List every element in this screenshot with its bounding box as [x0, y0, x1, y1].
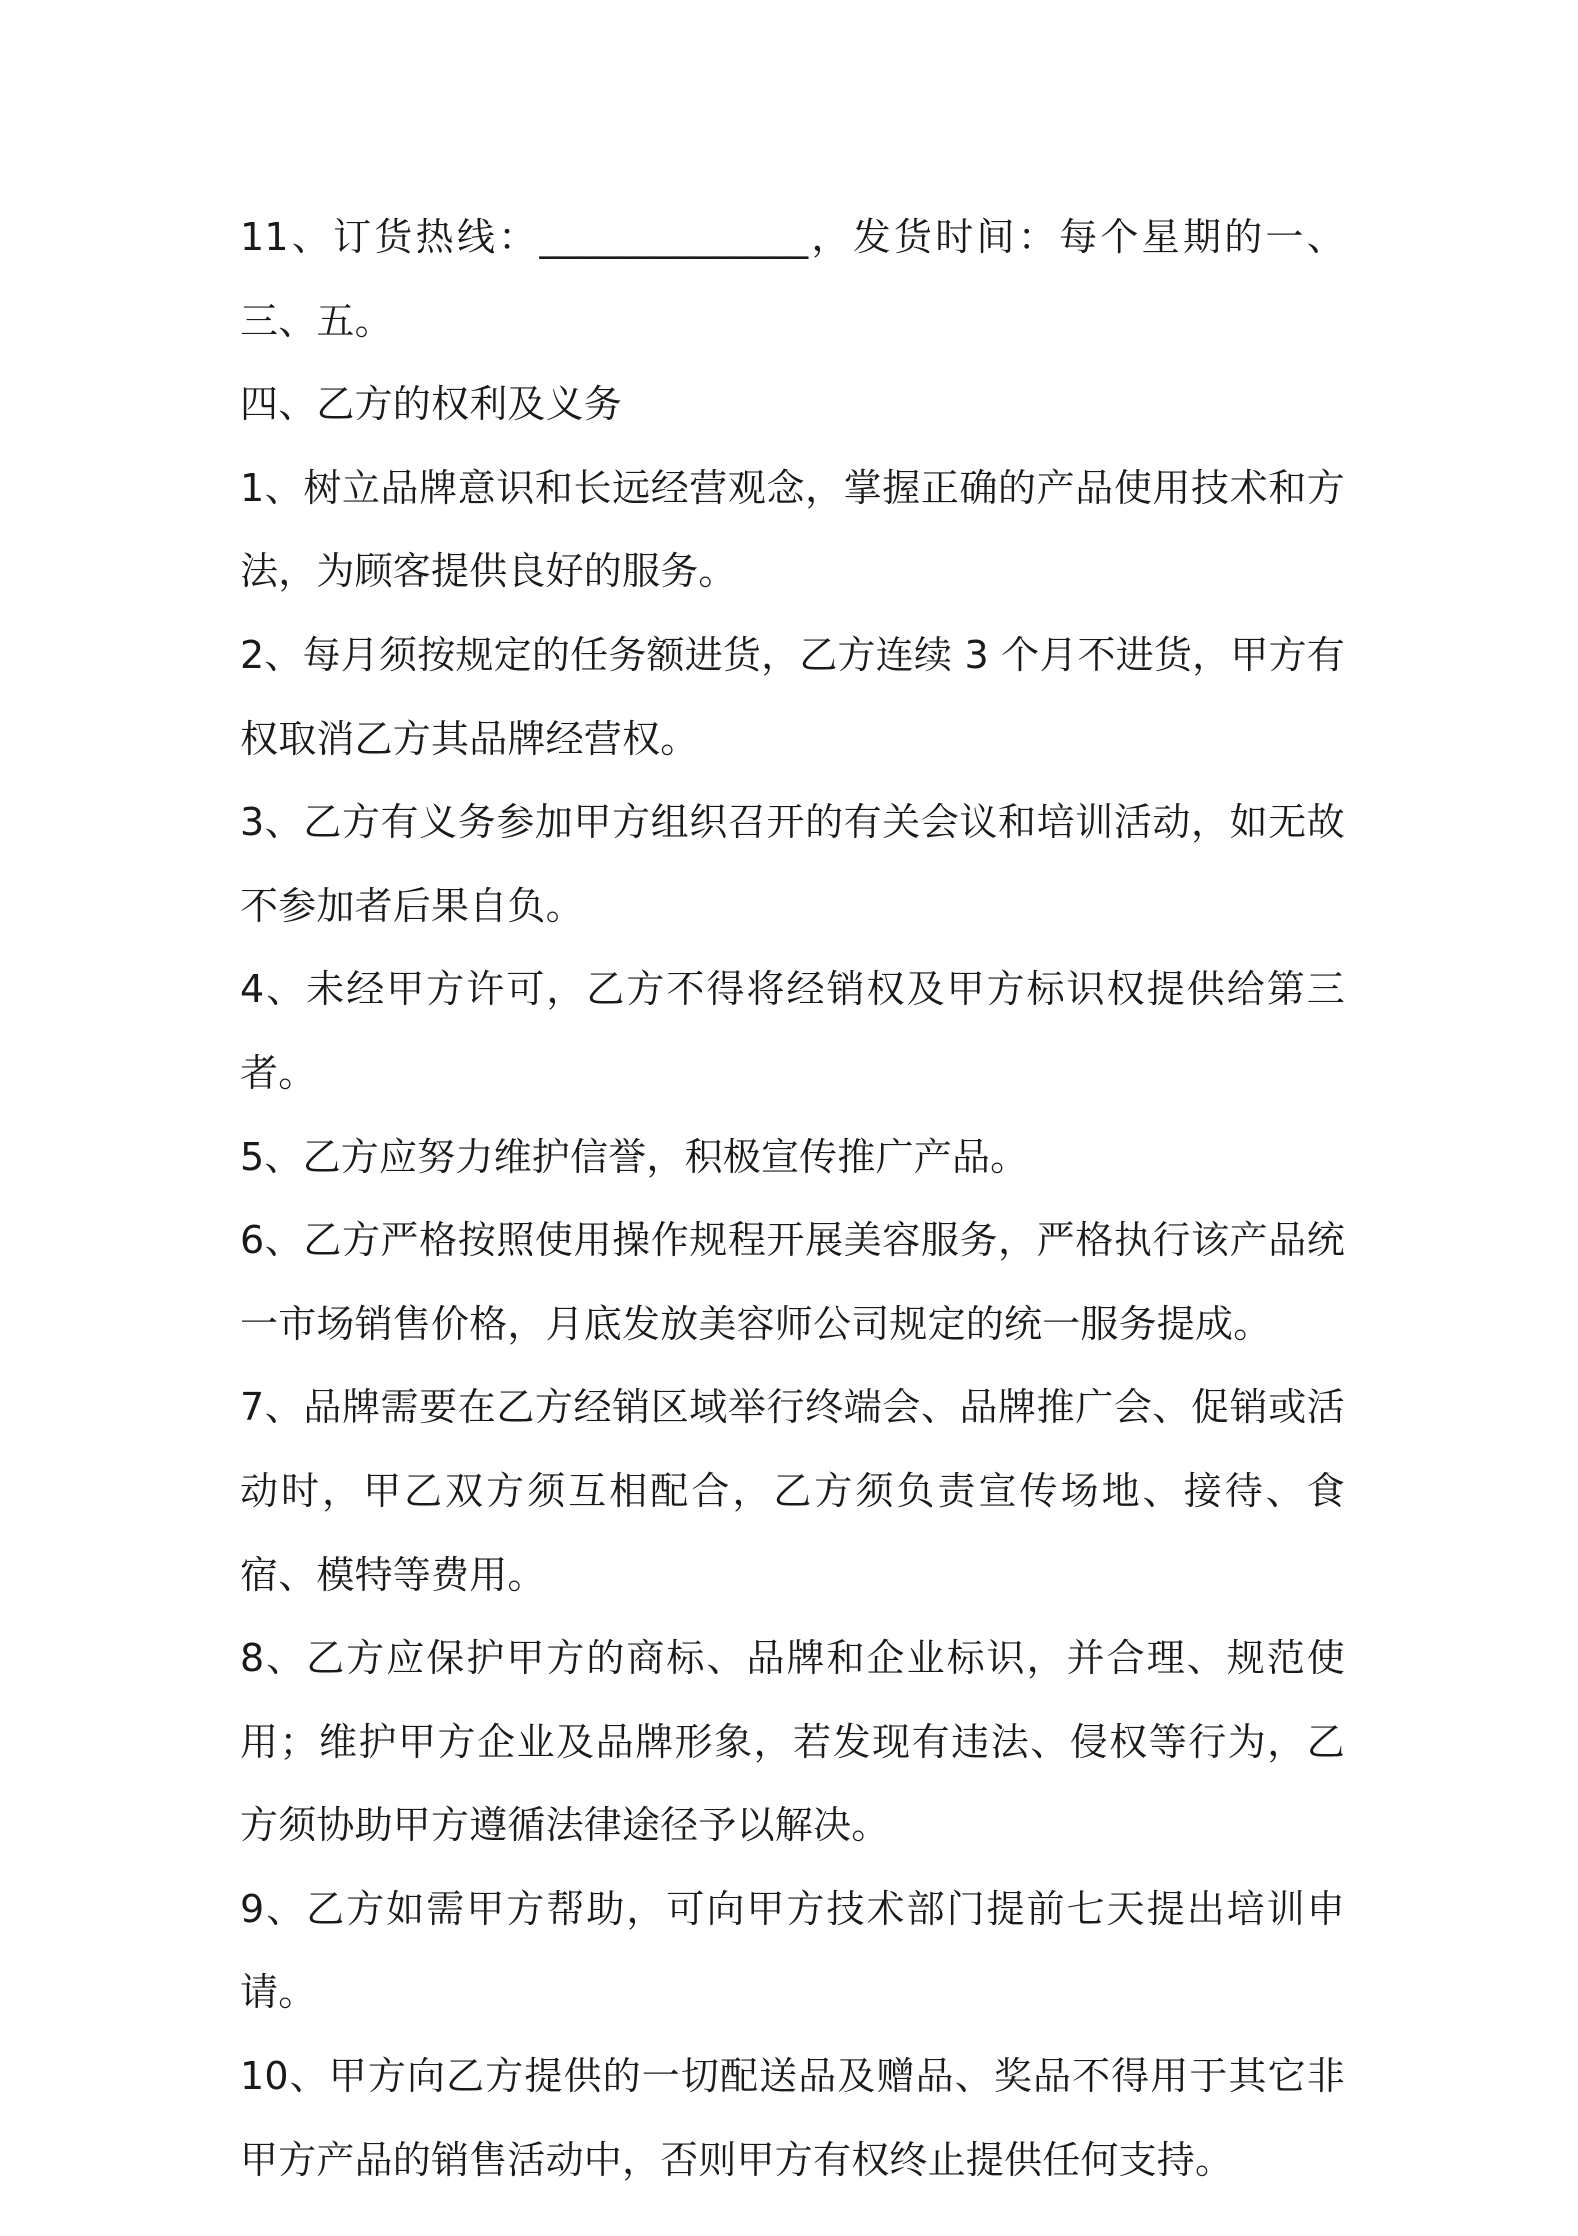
paragraph-item-5: 5、乙方应努力维护信誉，积极宣传推广产品。	[240, 1134, 1029, 1179]
section-heading-party-b-rights: 四、乙方的权利及义务	[240, 382, 623, 427]
paragraph-item-6: 6、乙方严格按照使用操作规程开展美容服务，严格执行该产品统一市场销售价格，月底发放美容师公司规定的统一服务提成。	[240, 1218, 1345, 1346]
paragraph-item-10: 10、甲方向乙方提供的一切配送品及赠品、奖品不得用于其它非甲方产品的销售活动中，否则甲方有权终止提供任何支持。	[240, 2054, 1345, 2182]
paragraph-item-3: 3、乙方有义务参加甲方组织召开的有关会议和培训活动，如无故不参加者后果自负。	[240, 800, 1345, 928]
paragraph-item-8: 8、乙方应保护甲方的商标、品牌和企业标识，并合理、规范使用；维护甲方企业及品牌形象，若发现有违法、侵权等行为，乙方须协助甲方遵循法律途径予以解决。	[240, 1636, 1345, 1848]
paragraph-order-hotline: 11、订货热线：______________，发货时间：每个星期的一、三、五。	[240, 215, 1345, 343]
paragraph-item-7: 7、品牌需要在乙方经销区域举行终端会、品牌推广会、促销或活动时，甲乙双方须互相配合，乙方须负责宣传场地、接待、食宿、模特等费用。	[240, 1385, 1345, 1597]
paragraph-item-9: 9、乙方如需甲方帮助，可向甲方技术部门提前七天提出培训申请。	[240, 1886, 1345, 2015]
document-body	[240, 196, 1345, 2202]
paragraph-item-1: 1、树立品牌意识和长远经营观念，掌握正确的产品使用技术和方法，为顾客提供良好的服务。	[240, 465, 1345, 594]
paragraph-item-4: 4、未经甲方许可，乙方不得将经销权及甲方标识权提供给第三者。	[240, 967, 1345, 1095]
paragraph-item-2: 2、每月须按规定的任务额进货，乙方连续 3 个月不进货，甲方有权取消乙方其品牌经营权。	[240, 632, 1345, 761]
